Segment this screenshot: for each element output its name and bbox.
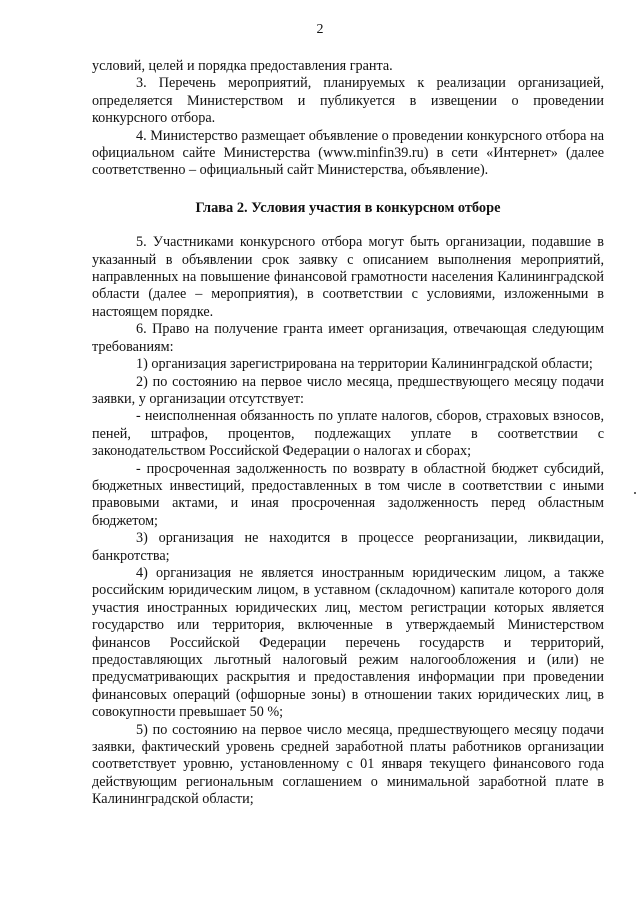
requirement-4: 4) организация не является иностранным юридическим лицом, а также российским юридическим лицом, в уставном (складочном) капитале которого доля участия иностранных юридических лиц, местом регистрации которых является государство или территория, включенные в утверждаемый Министерством финансов Российской Федерации перечень государств и территорий, предоставляющих льготный налоговый режим налогообложения и (или) не предусматривающих раскрытия и предоставления информации при проведении финансовых операций (офшорные зоны) в отношении таких юридических лиц, в совокупности превышает 50 %;: [92, 564, 604, 721]
requirement-2: 2) по состоянию на первое число месяца, предшествующего месяцу подачи заявки, у организации отсутствует:: [92, 373, 604, 407]
requirement-2-dash-2: - просроченная задолженность по возврату в областной бюджет субсидий, бюджетных инвестиций, предоставленных в том числе в соответствии с иными правовыми актами, и иная просроченная задолженность перед областным бюджетом;: [92, 460, 604, 529]
paragraph-item-3: 3. Перечень мероприятий, планируемых к реализации организацией, определяется Министерством и публикуется в извещении о проведении конкурсного отбора.: [92, 75, 604, 127]
paragraph-item-4: 4. Министерство размещает объявление о проведении конкурсного отбора на официальном сайте Министерства (www.minfin39.ru) в сети «Интернет» (далее соответственно – официальный сайт Министерства, объявление).: [92, 127, 604, 179]
page-number: 2: [316, 22, 324, 37]
paragraph-item-6: 6. Право на получение гранта имеет организация, отвечающая следующим требованиям:: [92, 321, 604, 355]
requirement-3: 3) организация не находится в процессе реорганизации, ликвидации, банкротства;: [92, 530, 604, 564]
requirement-5: 5) по состоянию на первое число месяца, предшествующего месяцу подачи заявки, фактический уровень средней заработной платы работников организации соответствует уровню, установленному с 01 января текущего финансового года действующим региональным соглашением о минимальной заработной плате в Калининградской области;: [92, 721, 604, 808]
requirement-1: 1) организация зарегистрирована на территории Калининградской области;: [136, 356, 593, 373]
chapter-heading: Глава 2. Условия участия в конкурсном отборе: [195, 199, 501, 216]
paragraph-item-5: 5. Участниками конкурсного отбора могут быть организации, подавшие в указанный в объявлении срок заявку с описанием выполнения мероприятий, направленных на повышение финансовой грамотности населения Калининградской области (далее – мероприятия), в соответствии с условиями, изложенными в настоящем порядке.: [92, 234, 604, 320]
scan-speck: [634, 492, 636, 494]
document-body: [92, 58, 604, 809]
requirement-2-dash-1: - неисполненная обязанность по уплате налогов, сборов, страховых взносов, пеней, штрафов, процентов, подлежащих уплате в соответствии с законодательством Российской Федерации о налогах и сборах;: [92, 408, 604, 460]
paragraph-continuation: условий, целей и порядка предоставления гранта.: [92, 58, 393, 74]
